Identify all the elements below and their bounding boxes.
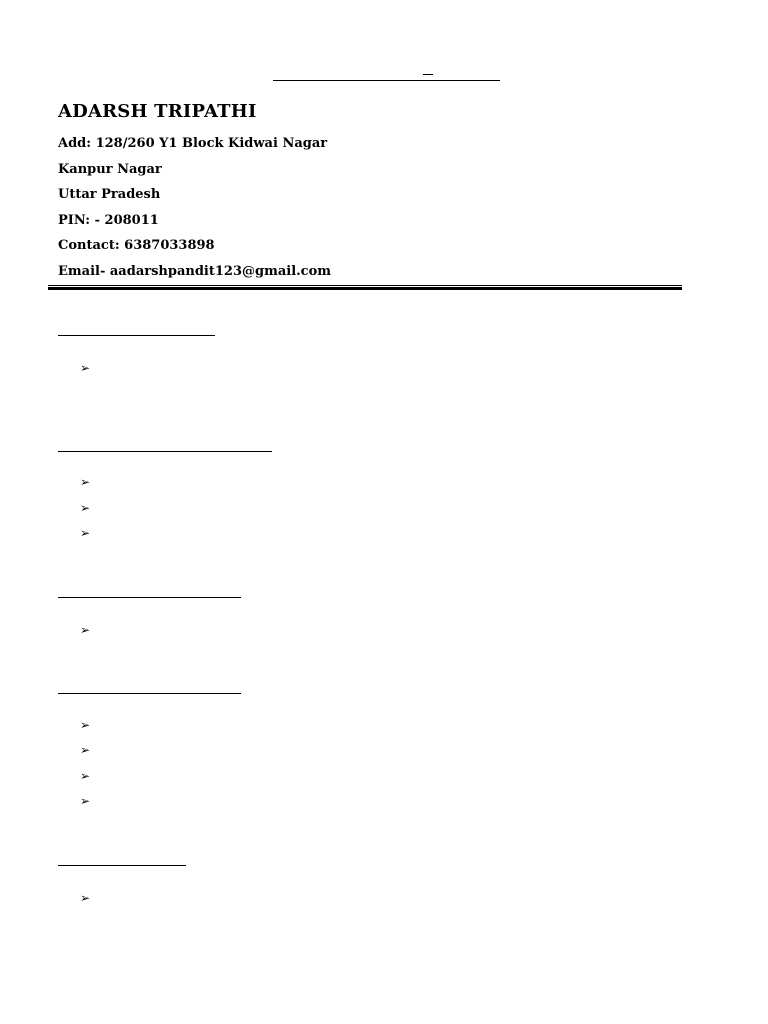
section-5-bullet: ➢ (80, 891, 91, 905)
section-1-bullet: ➢ (80, 361, 91, 375)
section-4-bullet: ➢ (80, 718, 91, 732)
section-2-bullet: ➢ (80, 526, 91, 540)
address-line: Add: 128/260 Y1 Block Kidwai Nagar (58, 136, 328, 151)
section-3-heading-rule (58, 597, 241, 598)
state-line: Uttar Pradesh (58, 187, 161, 202)
section-4-heading-rule (58, 693, 241, 694)
section-5-heading-rule (58, 865, 186, 866)
title-dash (423, 74, 433, 75)
section-3-bullet: ➢ (80, 623, 91, 637)
section-2-bullet: ➢ (80, 501, 91, 515)
section-4-bullet: ➢ (80, 743, 91, 757)
section-4-bullet: ➢ (80, 794, 91, 808)
contact-line: Contact: 6387033898 (58, 238, 215, 253)
section-1-heading-rule (58, 335, 215, 336)
header-separator-thin (48, 285, 682, 286)
section-2-bullet: ➢ (80, 475, 91, 489)
section-4-bullet: ➢ (80, 769, 91, 783)
city-line: Kanpur Nagar (58, 162, 162, 177)
pin-line: PIN: - 208011 (58, 213, 159, 228)
email-line: Email- aadarshpandit123@gmail.com (58, 264, 332, 279)
title-underline (273, 80, 500, 81)
section-2-heading-rule (58, 451, 272, 452)
candidate-name: ADARSH TRIPATHI (58, 101, 257, 122)
header-separator-thick (48, 287, 682, 290)
